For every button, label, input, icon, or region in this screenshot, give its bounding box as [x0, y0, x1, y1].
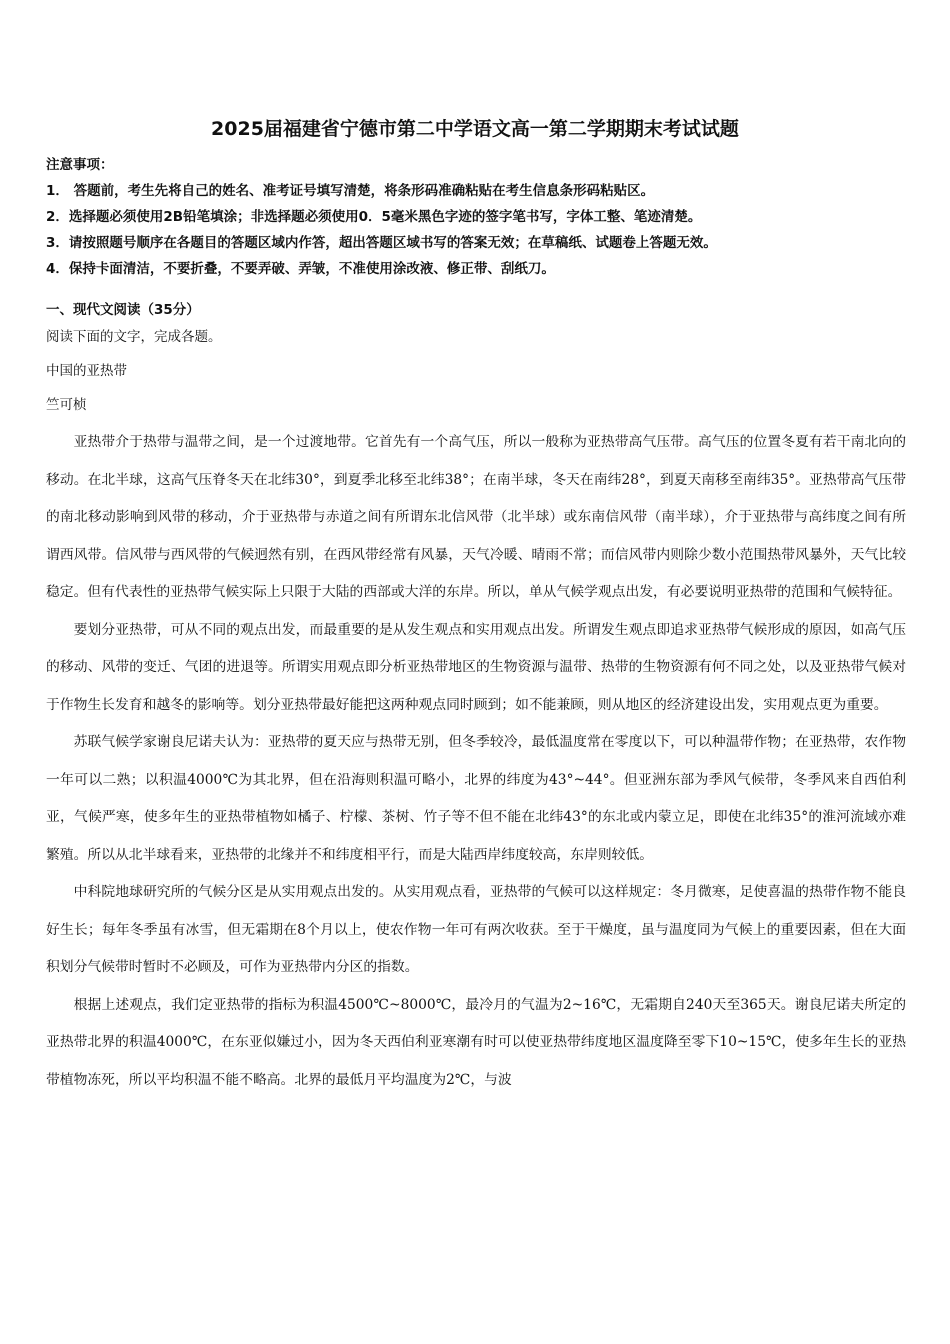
article-paragraph: 亚热带介于热带与温带之间，是一个过渡地带。它首先有一个高气压，所以一般称为亚热带高气压带。高气压的位置冬夏有若干南北向的移动。在北半球，这高气压脊冬天在北纬30°，到夏季北移至北纬38°；在南半球，冬天在南纬28°，到夏天南移至南纬35°。亚热带高气压带的南北移动影响到风带的移动，介于亚热带与赤道之间有所谓东北信风带（北半球）或东南信风带（南半球），介于亚热带与高纬度之间有所谓西风带。信风带与西风带的气候迥然有别，在西风带经常有风暴，天气冷暖、晴雨不常；而信风带内则除少数小范围热带风暴外，天气比较稳定。但有代表性的亚热带气候实际上只限于大陆的西部或大洋的东岸。所以，单从气候学观点出发，有必要说明亚热带的范围和气候特征。 [46, 434, 906, 600]
notice-block [46, 152, 916, 282]
reading-instruction: 阅读下面的文字，完成各题。 [46, 329, 222, 345]
notice-item: 3．请按照题号顺序在各题目的答题区域内作答，超出答题区域书写的答案无效；在草稿纸、试题卷上答题无效。 [46, 235, 717, 251]
notice-item: 2．选择题必须使用2B铅笔填涂；非选择题必须使用0．5毫米黑色字迹的签字笔书写，字体工整、笔迹清楚。 [46, 209, 702, 225]
notice-heading: 注意事项： [46, 157, 114, 173]
notice-item: 4．保持卡面清洁，不要折叠，不要弄破、弄皱，不准使用涂改液、修正带、刮纸刀。 [46, 261, 555, 277]
article-paragraph: 要划分亚热带，可从不同的观点出发，而最重要的是从发生观点和实用观点出发。所谓发生观点即追求亚热带气候形成的原因，如高气压的移动、风带的变迁、气团的进退等。所谓实用观点即分析亚热带地区的生物资源与温带、热带的生物资源有何不同之处，以及亚热带气候对于作物生长发育和越冬的影响等。划分亚热带最好能把这两种观点同时顾到；如不能兼顾，则从地区的经济建设出发，实用观点更为重要。 [46, 621, 906, 713]
article-paragraph: 根据上述观点，我们定亚热带的指标为积温4500℃~8000℃，最冷月的气温为2~16℃，无霜期自240天至365天。谢良尼诺夫所定的亚热带北界的积温4000℃，在东亚似嫌过小，因为冬天西伯利亚寒潮有时可以使亚热带纬度地区温度降至零下10~15℃，使多年生长的亚热带植物冻死，所以平均积温不能不略高。北界的最低月平均温度为2℃，与波 [46, 996, 906, 1088]
section-heading: 一、现代文阅读（35分） [46, 302, 200, 318]
article-paragraph: 中科院地球研究所的气候分区是从实用观点出发的。从实用观点看，亚热带的气候可以这样规定：冬月微寒，足使喜温的热带作物不能良好生长；每年冬季虽有冰雪，但无霜期在8个月以上，使农作物一年可有两次收获。至于干燥度，虽与温度同为气候上的重要因素，但在大面积划分气候带时暂时不必顾及，可作为亚热带内分区的指数。 [46, 884, 906, 975]
article-title: 中国的亚热带 [46, 363, 127, 379]
article-paragraph: 苏联气候学家谢良尼诺夫认为：亚热带的夏天应与热带无别，但冬季较冷，最低温度常在零度以下，可以种温带作物；在亚热带，农作物一年可以二熟；以积温4000℃为其北界，但在沿海则积温可略小，北界的纬度为43°~44°。但亚洲东部为季风气候带，冬季风来自西伯利亚，气候严寒，使多年生的亚热带植物如橘子、柠檬、茶树、竹子等不但不能在北纬43°的东北或内蒙立足，即使在北纬35°的淮河流域亦难繁殖。所以从北半球看来，亚热带的北缘并不和纬度相平行，而是大陆西岸纬度较高，东岸则较低。 [46, 734, 906, 863]
article-body [46, 424, 906, 1099]
page-title: 2025届福建省宁德市第二中学语文高一第二学期期末考试试题 [211, 118, 739, 140]
notice-item: 1． 答题前，考生先将自己的姓名、准考证号填写清楚，将条形码准确粘贴在考生信息条形码粘贴区。 [46, 183, 655, 199]
article-author: 竺可桢 [46, 397, 87, 413]
